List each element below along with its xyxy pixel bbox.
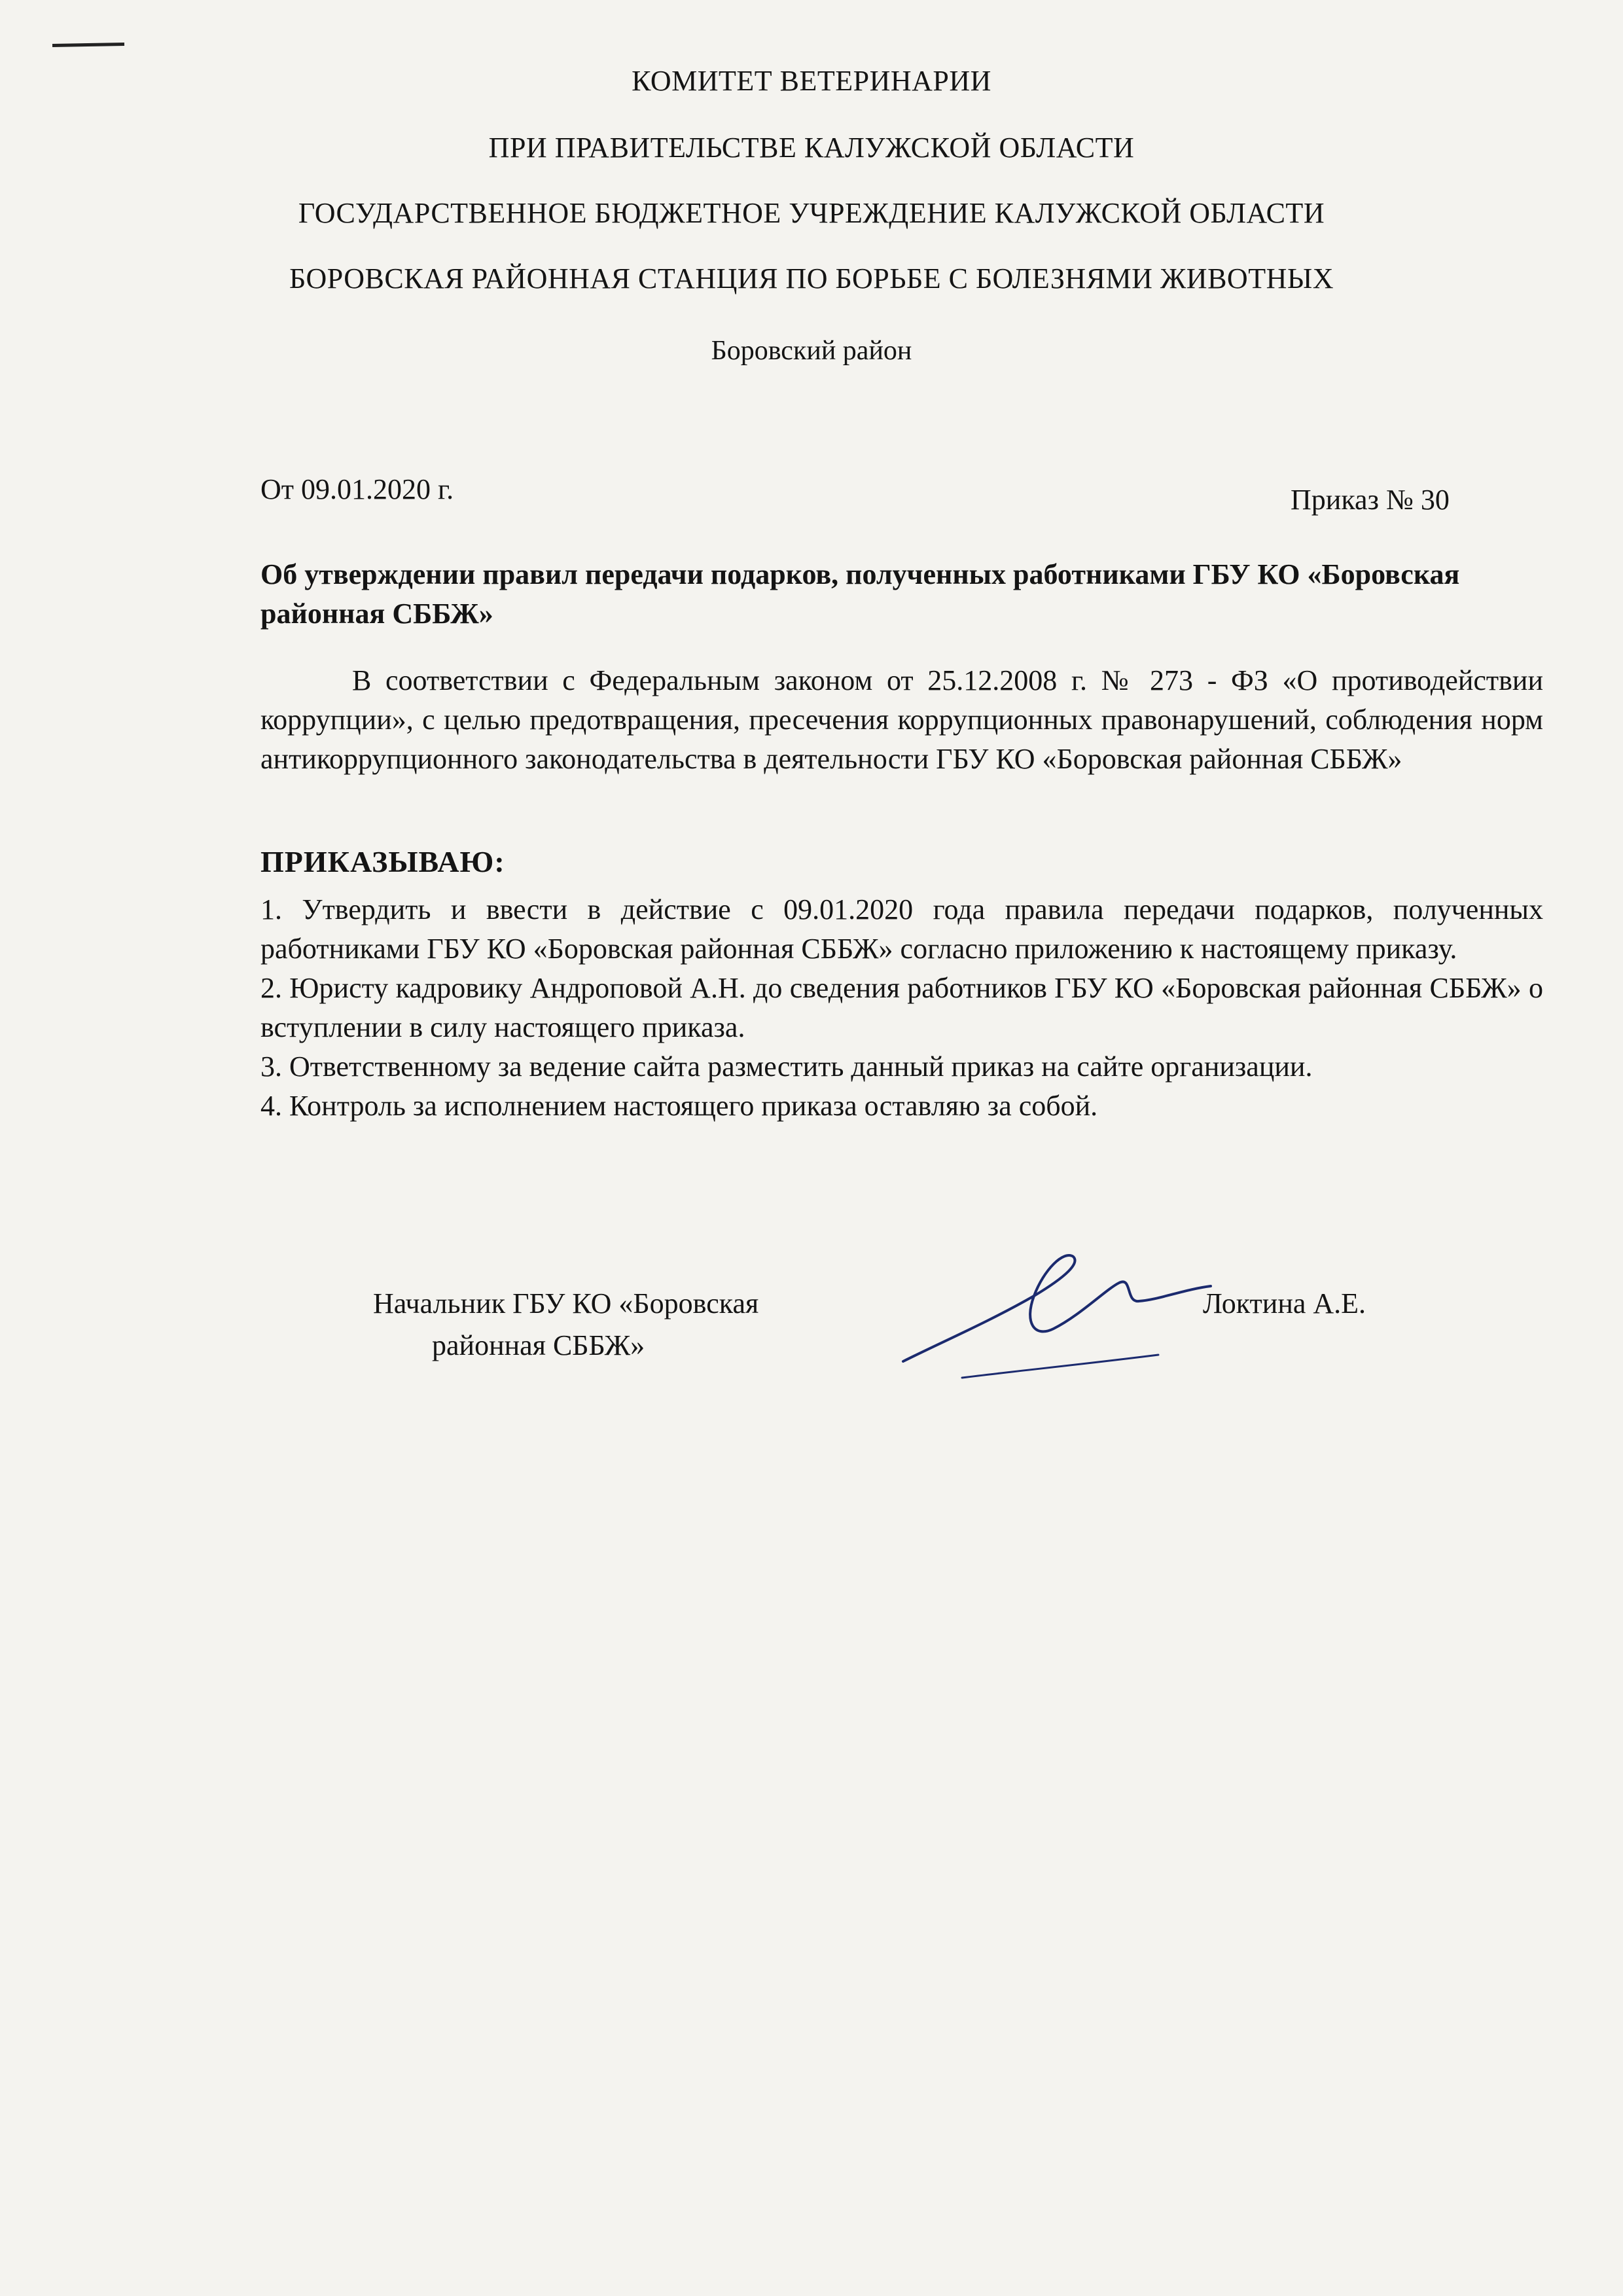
order-title: Об утверждении правил передачи подарков, полученных работниками ГБУ КО «Боровская районная СББЖ»	[260, 558, 1460, 630]
signer-role	[373, 1283, 962, 1367]
signer-role-line-2: районная СББЖ»	[432, 1329, 645, 1361]
order-items	[260, 890, 1543, 1126]
signer-name: Локтина А.Е.	[1203, 1287, 1366, 1319]
order-item-3: 3. Ответственному за ведение сайта разместить данный приказ на сайте организации.	[260, 1050, 1313, 1083]
order-date: От 09.01.2020 г.	[260, 473, 454, 505]
header-line-4: БОРОВСКАЯ РАЙОННАЯ СТАНЦИЯ ПО БОРЬБЕ С БОЛЕЗНЯМИ ЖИВОТНЫХ	[289, 262, 1334, 295]
order-preamble: В соответствии с Федеральным законом от 25.12.2008 г. № 273 - ФЗ «О противодействии коррупции», с целью предотвращения, пресечения коррупционных правонарушений, соблюдения норм антикоррупционного законодательства в деятельности ГБУ КО «Боровская районная СББЖ»	[260, 664, 1543, 775]
order-number: Приказ № 30	[1291, 484, 1450, 516]
order-item-1: 1. Утвердить и ввести в действие с 09.01.2020 года правила передачи подарков, полученных работниками ГБУ КО «Боровская районная СББЖ» согласно приложению к настоящему приказу.	[260, 893, 1543, 965]
header-line-1: КОМИТЕТ ВЕТЕРИНАРИИ	[632, 65, 991, 97]
signer-role-line-1: Начальник ГБУ КО «Боровская	[373, 1287, 759, 1319]
header-line-3: ГОСУДАРСТВЕННОЕ БЮДЖЕТНОЕ УЧРЕЖДЕНИЕ КАЛУЖСКОЙ ОБЛАСТИ	[298, 197, 1325, 229]
district-line: Боровский район	[711, 336, 912, 366]
order-item-2: 2. Юристу кадровику Андроповой А.Н. до сведения работников ГБУ КО «Боровская районная СББЖ» о вступлении в силу настоящего приказа.	[260, 972, 1543, 1043]
header-line-2: ПРИ ПРАВИТЕЛЬСТВЕ КАЛУЖСКОЙ ОБЛАСТИ	[488, 132, 1135, 164]
order-heading: ПРИКАЗЫВАЮ:	[260, 845, 505, 878]
order-item-4: 4. Контроль за исполнением настоящего приказа оставляю за собой.	[260, 1090, 1098, 1122]
handwritten-signature	[883, 1224, 1224, 1407]
corner-mark	[52, 43, 124, 47]
